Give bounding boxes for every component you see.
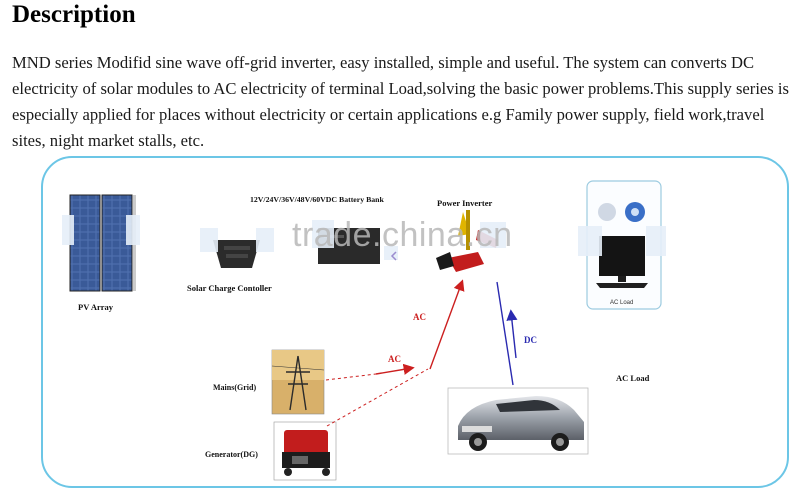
ac-upper-label: AC <box>413 312 426 322</box>
battery-bank-label: 12V/24V/36V/48V/60VDC Battery Bank <box>250 195 384 204</box>
generator-ac-line <box>327 369 428 426</box>
dc-arrow <box>511 312 516 358</box>
ac-arrow-right <box>376 368 412 374</box>
pv-array-label: PV Array <box>78 302 114 312</box>
generator-label: Generator(DG) <box>205 450 258 459</box>
watermark-text: trade.china.cn <box>292 216 513 254</box>
mains-grid-label: Mains(Grid) <box>213 383 257 392</box>
description-paragraph: MND series Modifid sine wave off-grid inverter, easy installed, simple and useful. The system can converts DC electricity of solar modules to AC electricity of terminal Load,solving the basic power problems.This supply series is especially applied for places without electricity or certain applications e.g Family power supply, field work,travel sites, night market stalls, etc. <box>12 53 789 150</box>
pv-array-panels <box>62 195 140 291</box>
ac-load-side-label: AC Load <box>616 373 650 383</box>
ac-lower-label: AC <box>388 354 401 364</box>
dc-line <box>497 282 513 385</box>
mains-ac-line <box>326 374 376 380</box>
diagram-frame <box>42 157 788 487</box>
ac-load-box <box>578 181 666 309</box>
generator-image <box>274 422 336 480</box>
car-image <box>448 388 588 454</box>
dc-label: DC <box>524 335 537 345</box>
mains-grid-image <box>272 350 324 414</box>
charge-controller-icon <box>200 228 274 268</box>
charge-controller-label: Solar Charge Contoller <box>187 283 272 293</box>
ac-load-box-label: AC Load <box>610 300 634 306</box>
ac-arrow-up <box>430 282 462 369</box>
power-inverter-label: Power Inverter <box>437 198 493 208</box>
section-heading: Description <box>12 1 136 28</box>
